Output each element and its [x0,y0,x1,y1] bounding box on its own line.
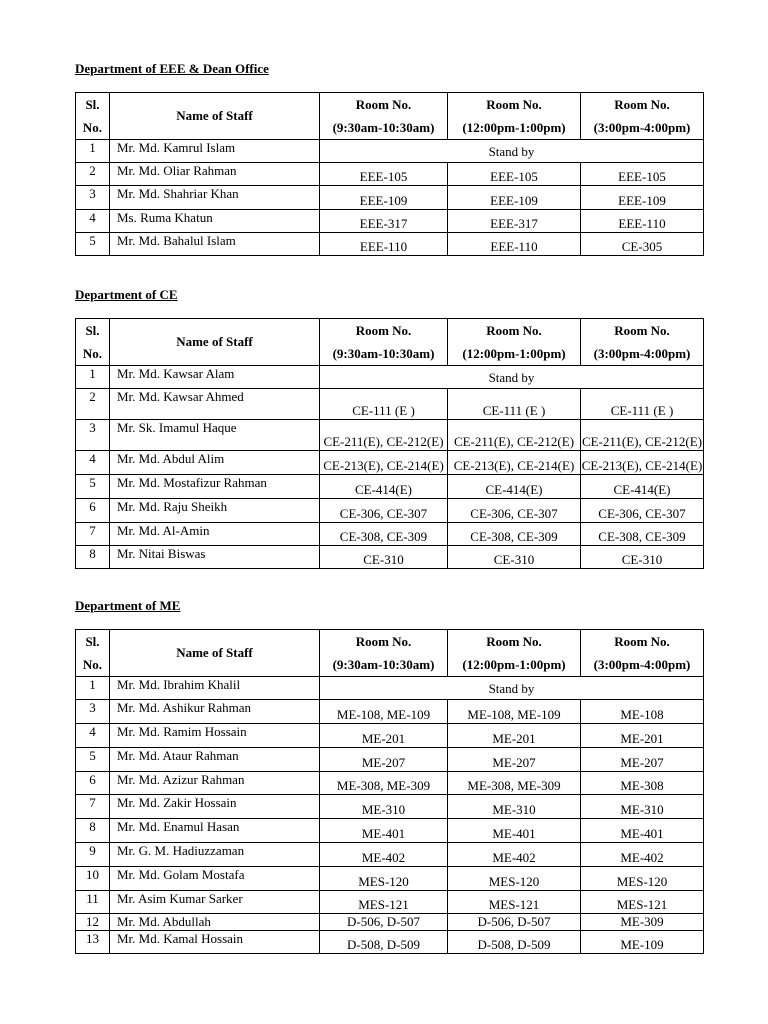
cell-room-3: ME-402 [581,843,704,867]
cell-room-2: ME-201 [448,724,581,748]
cell-staff-name: Mr. Md. Kamrul Islam [110,140,320,163]
header-room-label: Room No. [614,97,670,112]
cell-room-3: ME-308 [581,772,704,795]
cell-room-1: ME-401 [320,819,448,843]
header-sl-line1: Sl. [85,323,100,338]
cell-room-2: ME-402 [448,843,581,867]
cell-room-3: CE-308, CE-309 [581,523,704,546]
header-sl [76,630,110,677]
cell-room-1: ME-207 [320,748,448,772]
cell-room-3: ME-201 [581,724,704,748]
header-room-2 [448,93,581,140]
header-room-2 [448,630,581,677]
header-room-3 [581,319,704,366]
cell-standby: Stand by [320,140,704,163]
header-sl-line2: No. [82,120,103,135]
cell-sl: 11 [76,891,110,914]
header-row [76,319,704,366]
cell-sl: 4 [76,210,110,233]
cell-room-3: MES-121 [581,891,704,914]
table-row [76,163,704,186]
staff-table-me [75,629,704,954]
table-row [76,891,704,914]
cell-room-1: CE-211(E), CE-212(E) [320,420,448,451]
table-row [76,843,704,867]
cell-room-2: ME-401 [448,819,581,843]
cell-room-1: ME-201 [320,724,448,748]
cell-room-3: CE-305 [581,233,704,256]
cell-room-2: ME-207 [448,748,581,772]
table-row [76,523,704,546]
header-room-1 [320,93,448,140]
cell-sl: 7 [76,795,110,819]
table-body [76,630,704,954]
cell-staff-name: Mr. Md. Kawsar Alam [110,366,320,389]
table-row [76,914,704,931]
cell-room-3: CE-211(E), CE-212(E) [581,420,704,451]
cell-staff-name: Mr. Md. Ramim Hossain [110,724,320,748]
header-row [76,630,704,677]
cell-staff-name: Mr. Md. Ashikur Rahman [110,700,320,724]
section-title-ce: Department of CE [75,287,178,302]
cell-room-1: CE-414(E) [320,475,448,499]
cell-room-2: CE-111 (E ) [448,389,581,420]
table-row [76,499,704,523]
cell-staff-name: Mr. Md. Kamal Hossain [110,931,320,954]
cell-sl: 12 [76,914,110,931]
cell-room-2: ME-310 [448,795,581,819]
header-sl-line1: Sl. [85,97,100,112]
cell-room-3: ME-309 [581,914,704,931]
cell-room-2: EEE-110 [448,233,581,256]
header-room-label: Room No. [614,634,670,649]
cell-sl: 2 [76,389,110,420]
cell-room-1: ME-402 [320,843,448,867]
header-room-label: Room No. [614,323,670,338]
header-room-1 [320,319,448,366]
cell-room-3: ME-207 [581,748,704,772]
header-time-slot: (3:00pm-4:00pm) [593,346,691,361]
cell-room-3: EEE-110 [581,210,704,233]
table-row [76,451,704,475]
cell-room-3: EEE-105 [581,163,704,186]
cell-room-3: CE-310 [581,546,704,569]
cell-sl: 3 [76,420,110,451]
table-body [76,93,704,256]
cell-staff-name: Mr. Md. Oliar Rahman [110,163,320,186]
header-room-label: Room No. [355,634,412,649]
cell-staff-name: Mr. Md. Golam Mostafa [110,867,320,891]
cell-room-3: ME-310 [581,795,704,819]
cell-room-1: CE-111 (E ) [320,389,448,420]
cell-room-1: EEE-317 [320,210,448,233]
header-sl [76,93,110,140]
table-row [76,867,704,891]
section-title-me: Department of ME [75,598,181,613]
cell-room-1: D-506, D-507 [320,914,448,931]
cell-sl: 6 [76,772,110,795]
cell-standby: Stand by [320,366,704,389]
cell-room-3: EEE-109 [581,186,704,210]
header-sl [76,319,110,366]
cell-sl: 1 [76,366,110,389]
cell-staff-name: Mr. Md. Mostafizur Rahman [110,475,320,499]
header-time-slot: (9:30am-10:30am) [332,657,435,672]
cell-sl: 1 [76,677,110,700]
header-room-label: Room No. [486,323,542,338]
cell-staff-name: Ms. Ruma Khatun [110,210,320,233]
header-room-3 [581,630,704,677]
cell-sl: 6 [76,499,110,523]
table-row [76,772,704,795]
cell-staff-name: Mr. Asim Kumar Sarker [110,891,320,914]
header-time-slot: (12:00pm-1:00pm) [462,120,566,135]
cell-room-1: MES-121 [320,891,448,914]
cell-room-3: CE-306, CE-307 [581,499,704,523]
cell-sl: 4 [76,724,110,748]
header-time-slot: (12:00pm-1:00pm) [462,657,566,672]
header-name: Name of Staff [110,630,320,677]
header-sl-line1: Sl. [85,634,100,649]
cell-room-3: ME-401 [581,819,704,843]
cell-sl: 3 [76,186,110,210]
cell-staff-name: Mr. Md. Ibrahim Khalil [110,677,320,700]
header-time-slot: (9:30am-10:30am) [332,346,435,361]
cell-room-3: ME-108 [581,700,704,724]
header-name: Name of Staff [110,93,320,140]
cell-room-1: CE-310 [320,546,448,569]
cell-sl: 7 [76,523,110,546]
header-room-label: Room No. [355,97,412,112]
cell-staff-name: Mr. Md. Kawsar Ahmed [110,389,320,420]
table-row [76,700,704,724]
cell-room-2: EEE-317 [448,210,581,233]
cell-room-1: CE-306, CE-307 [320,499,448,523]
table-row [76,140,704,163]
cell-room-2: CE-211(E), CE-212(E) [448,420,581,451]
header-sl-line2: No. [82,657,103,672]
cell-room-2: CE-414(E) [448,475,581,499]
cell-sl: 5 [76,748,110,772]
table-row [76,546,704,569]
cell-room-3: CE-111 (E ) [581,389,704,420]
cell-room-1: MES-120 [320,867,448,891]
cell-sl: 5 [76,475,110,499]
table-row [76,748,704,772]
cell-room-2: D-506, D-507 [448,914,581,931]
table-row [76,366,704,389]
cell-sl: 8 [76,546,110,569]
cell-room-2: CE-310 [448,546,581,569]
header-room-label: Room No. [486,97,542,112]
cell-staff-name: Mr. G. M. Hadiuzzaman [110,843,320,867]
cell-room-1: EEE-105 [320,163,448,186]
cell-staff-name: Mr. Md. Abdullah [110,914,320,931]
header-room-label: Room No. [355,323,412,338]
cell-room-3: CE-414(E) [581,475,704,499]
cell-room-2: MES-120 [448,867,581,891]
header-time-slot: (3:00pm-4:00pm) [593,120,691,135]
cell-staff-name: Mr. Md. Shahriar Khan [110,186,320,210]
cell-standby: Stand by [320,677,704,700]
cell-room-2: MES-121 [448,891,581,914]
cell-staff-name: Mr. Md. Ataur Rahman [110,748,320,772]
cell-staff-name: Mr. Md. Raju Sheikh [110,499,320,523]
cell-room-2: D-508, D-509 [448,931,581,954]
header-time-slot: (3:00pm-4:00pm) [593,657,691,672]
table-row [76,819,704,843]
cell-room-1: ME-108, ME-109 [320,700,448,724]
cell-staff-name: Mr. Md. Zakir Hossain [110,795,320,819]
cell-room-2: CE-308, CE-309 [448,523,581,546]
header-room-label: Room No. [486,634,542,649]
cell-staff-name: Mr. Md. Azizur Rahman [110,772,320,795]
header-row [76,93,704,140]
header-name: Name of Staff [110,319,320,366]
cell-room-2: CE-306, CE-307 [448,499,581,523]
cell-sl: 10 [76,867,110,891]
cell-sl: 9 [76,843,110,867]
header-room-3 [581,93,704,140]
staff-table-eee [75,92,704,256]
cell-room-2: EEE-105 [448,163,581,186]
cell-room-1: EEE-109 [320,186,448,210]
cell-room-1: EEE-110 [320,233,448,256]
header-time-slot: (12:00pm-1:00pm) [462,346,566,361]
cell-room-2: ME-108, ME-109 [448,700,581,724]
cell-room-2: ME-308, ME-309 [448,772,581,795]
cell-staff-name: Mr. Md. Abdul Alim [110,451,320,475]
cell-staff-name: Mr. Md. Bahalul Islam [110,233,320,256]
table-body [76,319,704,569]
table-row [76,389,704,420]
table-row [76,233,704,256]
cell-staff-name: Mr. Md. Enamul Hasan [110,819,320,843]
header-room-1 [320,630,448,677]
table-row [76,210,704,233]
cell-staff-name: Mr. Md. Al-Amin [110,523,320,546]
cell-room-3: MES-120 [581,867,704,891]
table-row [76,475,704,499]
table-row [76,795,704,819]
cell-sl: 1 [76,140,110,163]
cell-room-3: ME-109 [581,931,704,954]
table-row [76,931,704,954]
cell-sl: 13 [76,931,110,954]
cell-sl: 3 [76,700,110,724]
cell-room-2: CE-213(E), CE-214(E) [448,451,581,475]
cell-sl: 2 [76,163,110,186]
cell-room-1: CE-213(E), CE-214(E) [320,451,448,475]
section-title-eee: Department of EEE & Dean Office [75,61,269,76]
header-sl-line2: No. [82,346,103,361]
cell-room-2: EEE-109 [448,186,581,210]
cell-room-1: CE-308, CE-309 [320,523,448,546]
cell-sl: 5 [76,233,110,256]
table-row [76,186,704,210]
cell-room-1: ME-310 [320,795,448,819]
cell-staff-name: Mr. Sk. Imamul Haque [110,420,320,451]
cell-room-1: ME-308, ME-309 [320,772,448,795]
cell-sl: 8 [76,819,110,843]
cell-room-3: CE-213(E), CE-214(E) [581,451,704,475]
table-row [76,677,704,700]
table-row [76,420,704,451]
staff-table-ce [75,318,704,569]
table-row [76,724,704,748]
header-time-slot: (9:30am-10:30am) [332,120,435,135]
header-room-2 [448,319,581,366]
cell-staff-name: Mr. Nitai Biswas [110,546,320,569]
cell-sl: 4 [76,451,110,475]
cell-room-1: D-508, D-509 [320,931,448,954]
